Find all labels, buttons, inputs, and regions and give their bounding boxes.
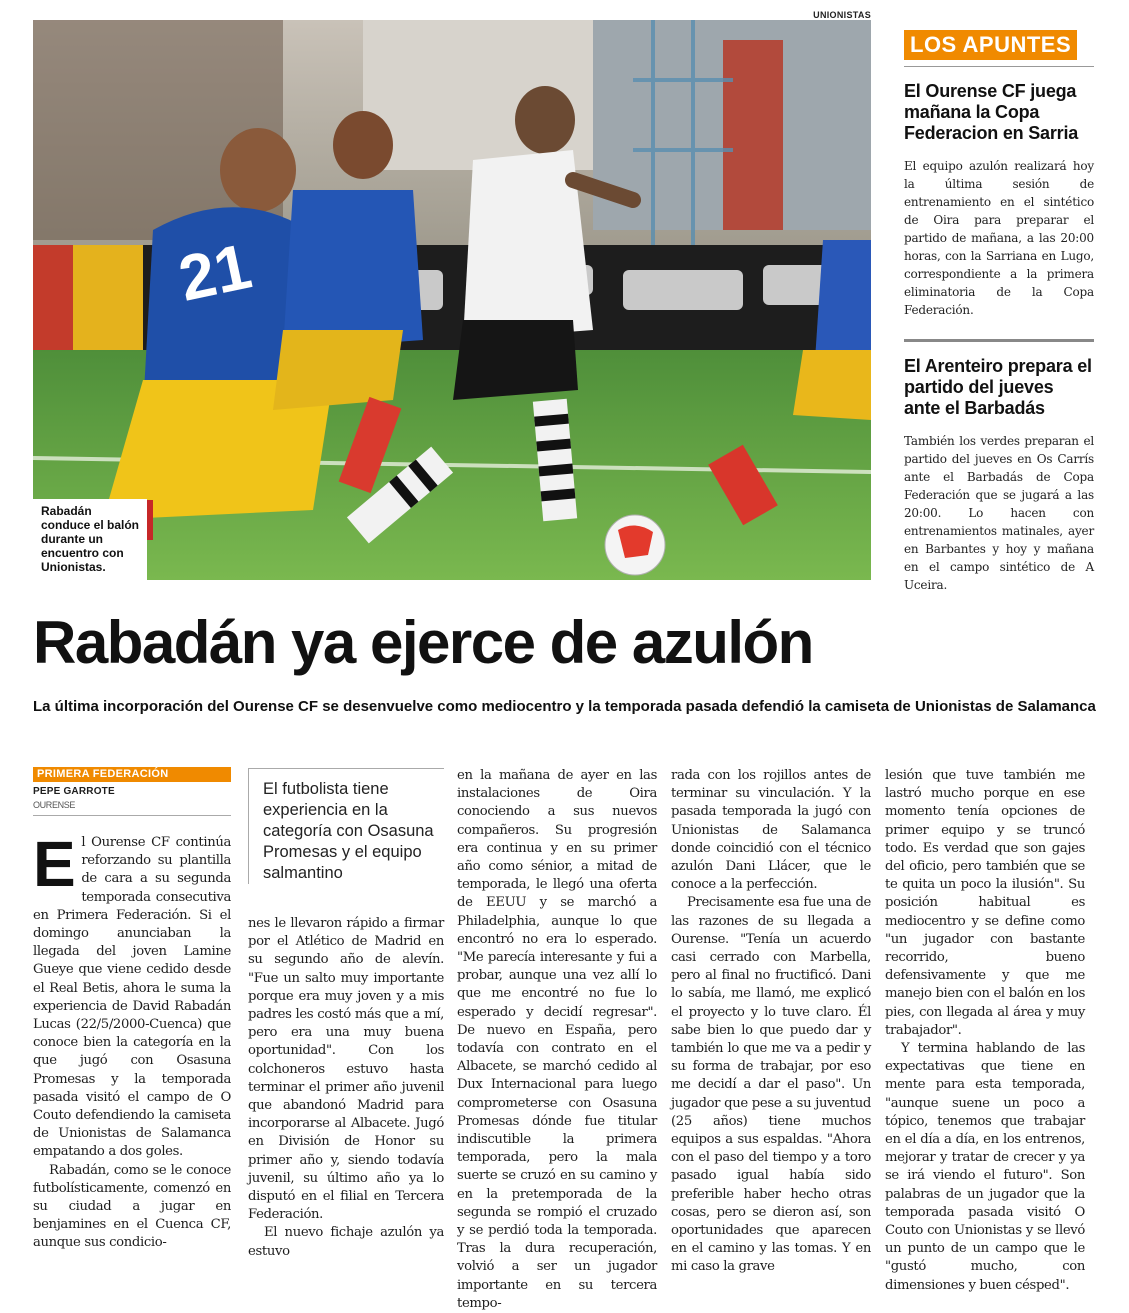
author-byline: PEPE GARROTE [33, 786, 115, 797]
photo-credit: UNIONISTAS [813, 10, 871, 20]
svg-text:21: 21 [172, 229, 258, 315]
sidebar-item-1-body: El equipo azulón realizará hoy la última sesión de entrenamiento en el sintético de Oira para preparar el partido de mañana, a las 20:00 horas, con la Sarriana en Lugo, correspondiente a la primera eliminatoria de la Copa Federación. [904, 159, 1094, 317]
article-column-4 [671, 767, 871, 1277]
pull-quote: El futbolista tiene experiencia en la categoría con Osasuna Promesas y el equipo salmantino [248, 768, 444, 884]
article-paragraph: en la mañana de ayer en las instalaciones de Oira conociendo a sus nuevos compañeros. Su progresión era continua y en su primer año como sénior, a mitad de temporada, le llegó una oferta de EEUU y se marchó a Philadelphia, aunque lo que encontró no era lo esperado. "Me parecía interesante y fui a probar, aunque una vez allí lo que me encontré no fue lo esperado y decidí regresar". De nuevo en España, pero todavía con contrato en el Albacete, se marchó cedido al Dux Internacional para luego comprometerse con Osasuna Promesas dónde fue titular indiscutible la primera temporada, pero la mala suerte se cruzó en su camino y en la pretemporada de la segunda se rompió el cruzado y se perdió toda la temporada. Tras la dura recuperación, volvió a ser un jugador importante en su tercera tempo- [457, 768, 657, 1311]
article-paragraph: Precisamente esa fue una de las razones de su llegada a Ourense. "Tenía un acuerdo casi cerrado con Marbella, pero al final no fructificó. Dani lo sabía, me llamó, me explicó el proyecto y lo tuve claro. Él sabe bien lo que puedo dar y también lo que me va a pedir y su forma de trabajar, por eso me decidí a dar el paso". Un jugador que pese a su juventud (25 años) tiene muchos equipos a sus espaldas. "Ahora con el paso del tiempo y a toro pasado igual había sido preferible haber hecho otras cosas, pero se dieron así, son oportunidades que aparecen en el camino y las tomas. Y en mi caso la grave [671, 895, 871, 1275]
los-apuntes-sidebar [904, 20, 1094, 594]
article-column-2 [248, 915, 444, 1261]
article-headline: Rabadán ya ejerce de azulón [33, 609, 813, 676]
section-tag: PRIMERA FEDERACIÓN [33, 767, 231, 782]
article-paragraph: El nuevo fichaje azulón ya estuvo [248, 1225, 444, 1259]
byline-divider [33, 815, 231, 816]
article-column-1 [33, 767, 231, 1253]
dateline-location: OURENSE [33, 800, 76, 810]
sidebar-item-1-headline: El Ourense CF juega mañana la Copa Federacion en Sarria [904, 81, 1079, 143]
article-paragraph: El Ourense CF continúa reforzando su plantilla de cara a su segunda temporada consecutiva en Primera Federación. Si el domingo anunciaban la llegada del joven Lamine Gueye que viene cedido desde el Real Betis, ahora le suma la experiencia de David Rabadán Lucas (22/5/2000-Cuenca) que conoce bien la categoría en la que jugó con Osasuna Promesas y la temporada pasada visitó el campo de O Couto defendiendo la camiseta de Unionistas de Salamanca empatando a dos goles. [33, 828, 231, 1160]
article-paragraph: lesión que tuve también me lastró mucho porque en ese momento tenía opciones de primer equipo y se truncó todo. Es verdad que son gajes del oficio, pero también que se te quita un poco la ilusión". Su posición habitual es mediocentro y se define como "un jugador con bastante recorrido, bueno defensivamente y que me manejo bien con el balón en los pies, con llegada al área y muy trabajador". [885, 768, 1085, 1038]
article-paragraph: rada con los rojillos antes de terminar su vinculación. Y la pasada temporada la jugó con Unionistas de Salamanca donde coincidió con el técnico azulón Dani Llácer, que le conoce a la perfección. [671, 768, 871, 893]
football [605, 515, 665, 575]
sidebar-separator [904, 339, 1094, 342]
sidebar-item-2-body: También los verdes preparan el partido del jueves en Os Carrís ante el Barbadás de Copa Federación que se jugará a las 20:00. Lo hacen con entrenamientos matinales, ayer en Barbantes y hoy y mañana en el campo sintético de A Uceira. [904, 434, 1094, 592]
article-subheadline: La última incorporación del Ourense CF se desenvuelve como mediocentro y la temporada pasada defendió la camiseta de Unionistas de Salamanca [33, 698, 1096, 715]
article-column-5 [885, 767, 1085, 1295]
lead-photo-block [33, 10, 871, 580]
football-scene-illustration [33, 20, 871, 580]
sidebar-title-badge: LOS APUNTES [904, 30, 1077, 60]
photo-caption: Rabadán conduce el balón durante un encuentro con Unionistas. [33, 499, 147, 580]
match-photo [33, 20, 871, 580]
article-paragraph: Y termina hablando de las expectativas que tiene en mente para esta temporada, "aunque suene un poco a tópico, tenemos que trabajar en el día a día, en los entrenos, mejorar y tratar de crecer y ya se irá viendo el futuro". Son palabras de un jugador que la temporada pasada visitó O Couto con Unionistas y se llevó un punto de un campo que le "gustó mucho, con dimensiones y buen césped". [885, 1041, 1085, 1293]
sidebar-divider [904, 66, 1094, 67]
article-paragraph: Rabadán, como se le conoce futbolísticamente, comenzó en su ciudad a jugar en benjamines en el Cuenca CF, aunque sus condicio- [33, 1162, 231, 1251]
article-column-3 [457, 767, 657, 1313]
article-paragraph: nes le llevaron rápido a firmar por el Atlético de Madrid en su segundo año de alevín. "Fue un salto muy importante porque era muy joven y a mis padres les costó más que a mí, pero era una muy buena oportunidad". Con los colchoneros estuvo hasta terminar el primer año juvenil que abandonó Madrid para incorporarse al Albacete. Jugó en División de Honor su primer año y, siendo todavía juvenil, su último año ya lo disputó en el filial en Tercera Federación. [248, 916, 444, 1223]
drop-cap: E [33, 828, 76, 900]
sidebar-item-2-headline: El Arenteiro prepara el partido del jueves ante el Barbadás [904, 356, 1092, 418]
